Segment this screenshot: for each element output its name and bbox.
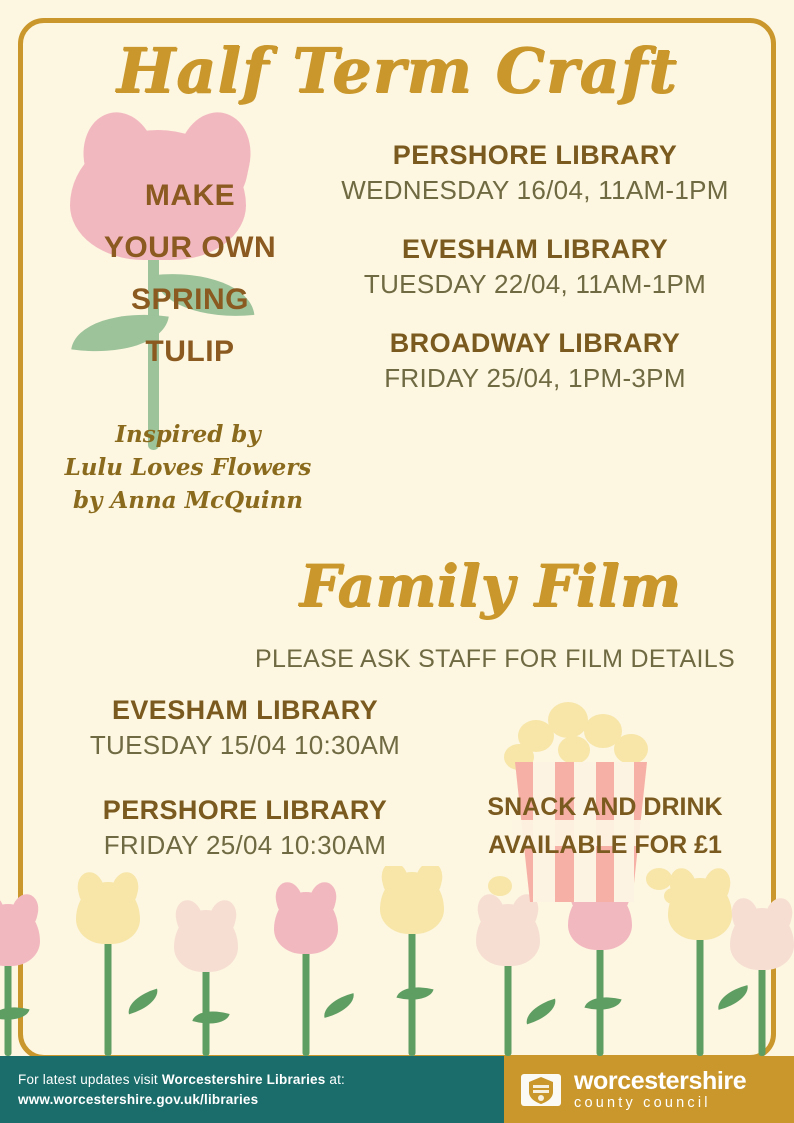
family-film-title: Family Film bbox=[299, 552, 681, 620]
popcorn-kernel-icon bbox=[646, 868, 672, 890]
footer-contact-text bbox=[0, 1070, 345, 1110]
craft-session-library: PERSHORE LIBRARY bbox=[392, 140, 678, 170]
popcorn-kernel-icon bbox=[488, 876, 512, 896]
craft-headline bbox=[40, 170, 340, 378]
craft-session-when: FRIDAY 25/04, 1PM-3PM bbox=[384, 363, 686, 393]
council-crest-icon bbox=[520, 1068, 562, 1112]
inspired-line-1: Inspired by bbox=[115, 421, 261, 448]
film-session-library: EVESHAM LIBRARY bbox=[111, 695, 379, 725]
logo-line-2: county council bbox=[574, 1094, 711, 1111]
film-session-item bbox=[30, 695, 460, 761]
footer-line-1-suffix: at: bbox=[325, 1071, 345, 1087]
film-session-item bbox=[30, 795, 460, 861]
craft-headline-line-4: TULIP bbox=[145, 335, 235, 368]
footer-line-1-bold: Worcestershire Libraries bbox=[161, 1071, 326, 1087]
craft-session-library: BROADWAY LIBRARY bbox=[389, 328, 681, 358]
popcorn-kernel-icon bbox=[664, 888, 682, 904]
craft-session-when: WEDNESDAY 16/04, 11AM-1PM bbox=[341, 175, 729, 205]
film-session-library: PERSHORE LIBRARY bbox=[102, 795, 388, 825]
footer-line-1 bbox=[18, 1070, 345, 1090]
family-film-note: PLEASE ASK STAFF FOR FILM DETAILS bbox=[255, 645, 735, 673]
inspired-line-3: by Anna McQuinn bbox=[72, 487, 304, 514]
craft-session-item bbox=[300, 328, 770, 394]
film-session-when: FRIDAY 25/04 10:30AM bbox=[103, 830, 387, 860]
craft-headline-line-3: SPRING bbox=[130, 283, 250, 316]
footer-line-1-prefix: For latest updates visit bbox=[18, 1071, 162, 1087]
popcorn-kernel-icon bbox=[614, 734, 648, 764]
craft-session-library: EVESHAM LIBRARY bbox=[401, 234, 669, 264]
craft-session-list bbox=[300, 140, 770, 422]
snack-line-2: AVAILABLE FOR £1 bbox=[488, 831, 722, 859]
popcorn-kernel-icon bbox=[548, 702, 588, 738]
footer-bar bbox=[0, 1056, 794, 1123]
craft-session-when: TUESDAY 22/04, 11AM-1PM bbox=[363, 269, 707, 299]
worcestershire-county-council-logo bbox=[504, 1056, 794, 1123]
craft-session-item bbox=[300, 140, 770, 206]
craft-inspired-credit bbox=[38, 418, 338, 517]
film-session-when: TUESDAY 15/04 10:30AM bbox=[89, 730, 401, 760]
snack-info bbox=[440, 788, 770, 864]
footer-website-link[interactable]: www.worcestershire.gov.uk/libraries bbox=[18, 1091, 259, 1107]
page-title: Half Term Craft bbox=[116, 34, 678, 107]
craft-session-item bbox=[300, 234, 770, 300]
craft-headline-line-2: YOUR OWN bbox=[103, 231, 277, 264]
inspired-line-2: Lulu Loves Flowers bbox=[64, 454, 312, 481]
film-session-list bbox=[30, 695, 460, 895]
council-logo-wordmark bbox=[574, 1068, 746, 1112]
popcorn-kernel-icon bbox=[558, 736, 590, 764]
craft-headline-line-1: MAKE bbox=[144, 179, 236, 212]
logo-line-1: worcestershire bbox=[574, 1066, 747, 1095]
snack-line-1: SNACK AND DRINK bbox=[487, 793, 723, 821]
